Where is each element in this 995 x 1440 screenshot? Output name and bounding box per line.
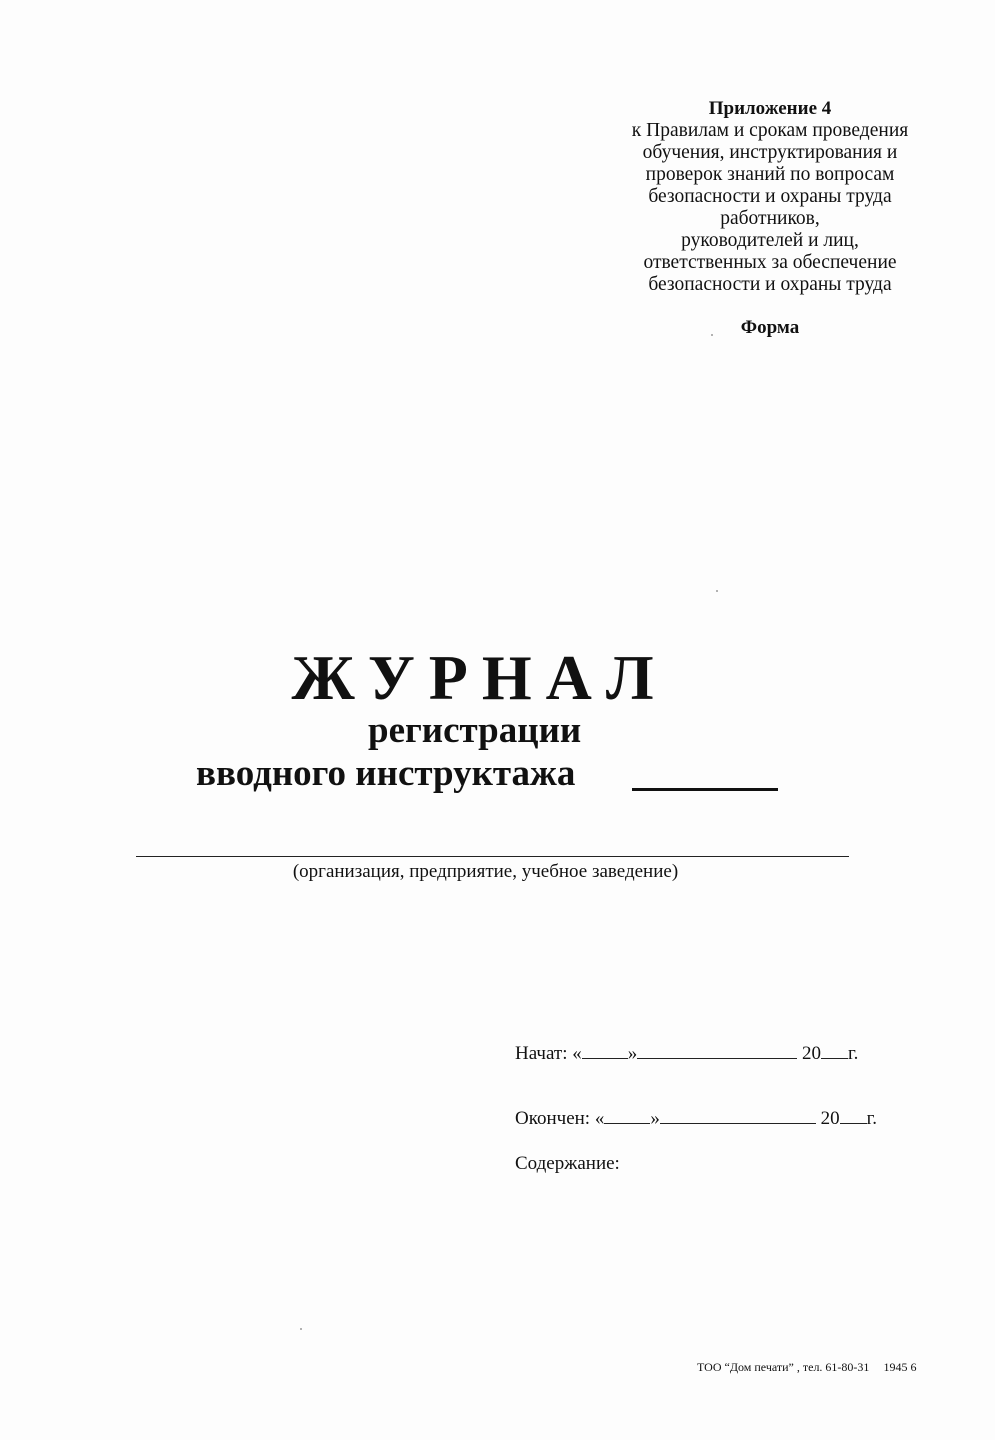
- started-date-row: [515, 1041, 858, 1066]
- publisher-imprint: [697, 1359, 916, 1375]
- started-day-blank: [582, 1041, 628, 1059]
- appendix-title: Приложение 4: [708, 98, 832, 119]
- scan-speck: [711, 334, 713, 336]
- ended-label: Окончен:: [515, 1108, 591, 1129]
- journal-subtitle-induction: вводного инструктажа: [196, 753, 576, 794]
- started-label: Начат:: [515, 1043, 568, 1064]
- open-quote: «: [572, 1043, 582, 1064]
- started-year-blank: [821, 1041, 848, 1059]
- appendix-line: безопасности и охраны труда: [648, 186, 892, 207]
- appendix-line: руководителей и лиц,: [681, 230, 859, 251]
- journal-title: ЖУРНАЛ: [291, 642, 668, 713]
- ended-year-blank: [840, 1106, 867, 1124]
- ended-date-row: [515, 1106, 877, 1131]
- appendix-block: [600, 98, 940, 339]
- scan-speck: [716, 590, 718, 592]
- print-code: 1945 6: [883, 1360, 917, 1374]
- appendix-line: проверок знаний по вопросам: [645, 164, 895, 185]
- content-label: Содержание:: [515, 1153, 620, 1174]
- started-year-suffix: г.: [847, 1043, 859, 1064]
- started-month-blank: [637, 1041, 797, 1059]
- title-fill-blank: [632, 788, 778, 791]
- form-label: Форма: [740, 317, 800, 338]
- ended-year-suffix: г.: [866, 1108, 877, 1129]
- open-quote: «: [594, 1108, 605, 1129]
- appendix-line: работников,: [720, 208, 820, 229]
- organization-caption: (организация, предприятие, учебное заведение): [292, 861, 679, 882]
- ended-year-prefix: 20: [820, 1108, 840, 1129]
- appendix-line: ответственных за обеспечение: [643, 252, 897, 273]
- close-quote: »: [650, 1108, 660, 1129]
- ended-month-blank: [660, 1106, 816, 1124]
- ended-day-blank: [604, 1106, 650, 1124]
- appendix-line: к Правилам и срокам проведения: [631, 120, 909, 141]
- appendix-line: безопасности и охраны труда: [648, 274, 892, 295]
- organization-fill-line: [136, 856, 849, 857]
- appendix-line: обучения, инструктирования и: [642, 142, 898, 163]
- scan-speck: [300, 1328, 302, 1330]
- started-year-prefix: 20: [801, 1043, 821, 1064]
- close-quote: »: [627, 1043, 638, 1064]
- journal-subtitle-registration: регистрации: [368, 710, 582, 751]
- publisher-text: ТОО “Дом печати” , тел. 61-80-31: [697, 1360, 870, 1374]
